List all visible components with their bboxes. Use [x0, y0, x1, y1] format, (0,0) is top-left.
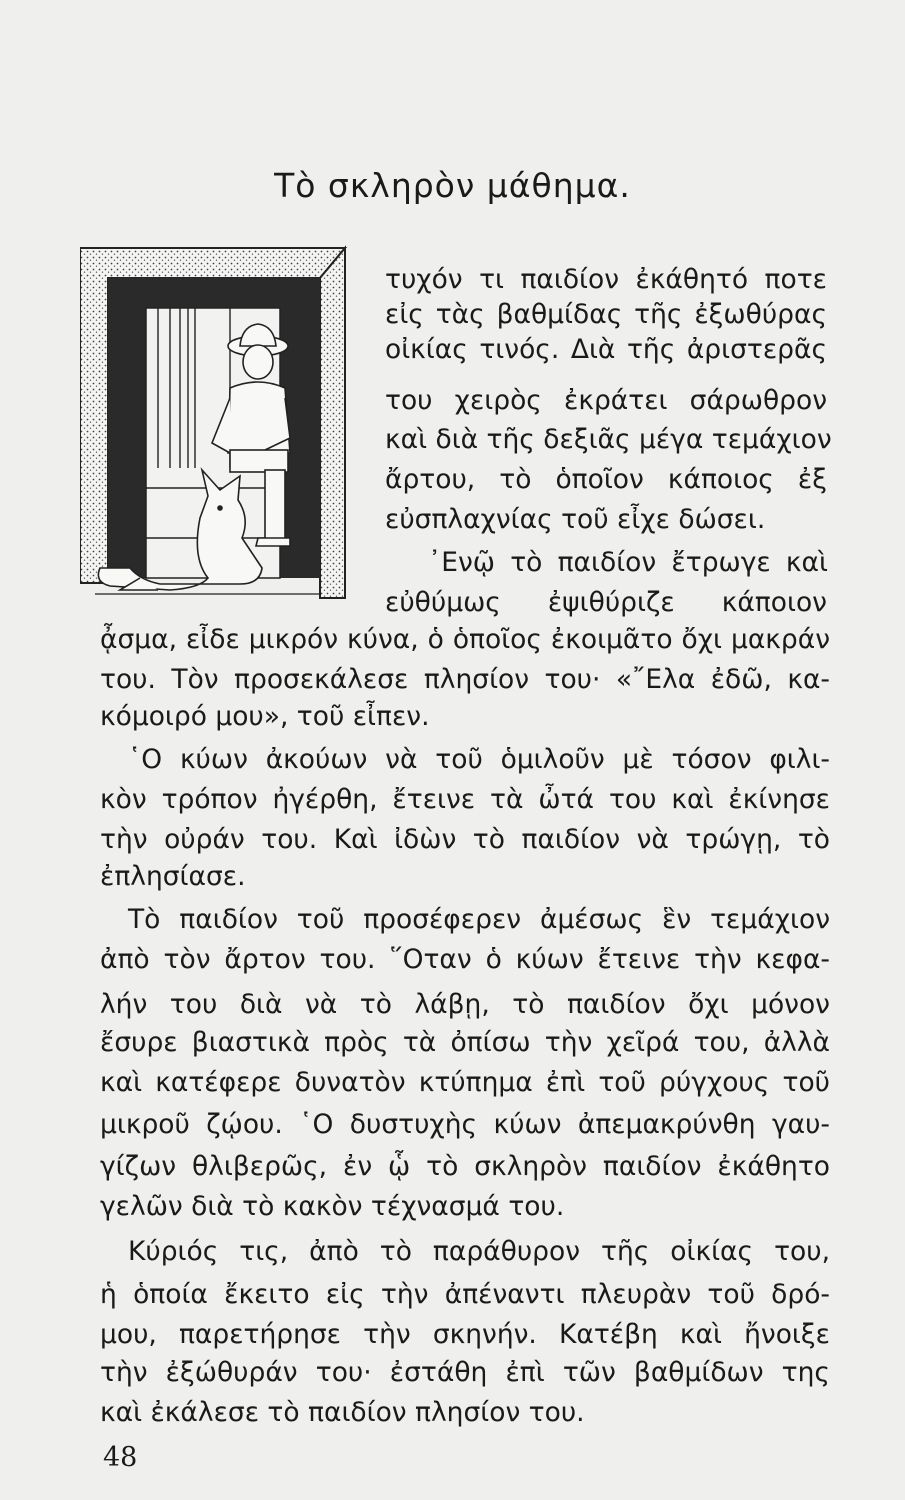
text-line: εὐσπλαχνίας τοῦ εἶχε δώσει. [385, 504, 766, 535]
text-line: τὴν ἐξώθυράν του· ἐστάθη ἐπὶ τῶν βαθμίδων της [100, 1357, 830, 1388]
text-line: εἰς τὰς βαθμίδας τῆς ἐξωθύρας [385, 299, 827, 330]
text-line: τὴν οὐράν του. Καὶ ἰδὼν τὸ παιδίον νὰ τρώγῃ, τὸ [100, 824, 830, 855]
text-line: τυχόν τι παιδίον ἐκάθητό ποτε [385, 264, 827, 295]
text-line: καὶ κατέφερε δυνατὸν κτύπημα ἐπὶ τοῦ ρύγχους τοῦ [100, 1067, 830, 1098]
text-line: ἐπλησίασε. [100, 861, 246, 892]
text-line: του χειρὸς ἐκράτει σάρωθρον [385, 385, 827, 416]
text-line: λήν του διὰ νὰ τὸ λάβῃ, τὸ παιδίον ὄχι μόνον [100, 989, 830, 1020]
text-line: ᾆσμα, εἶδε μικρόν κύνα, ὁ ὁποῖος ἐκοιμᾶτο ὄχι μακράν [100, 624, 830, 655]
text-line: Τὸ παιδίον τοῦ προσέφερεν ἀμέσως ἓν τεμάχιον [128, 904, 830, 935]
text-line: Κύριός τις, ἀπὸ τὸ παράθυρον τῆς οἰκίας του, [128, 1236, 830, 1267]
text-line: ῾Ο κύων ἀκούων νὰ τοῦ ὁμιλοῦν μὲ τόσον φιλι- [128, 744, 830, 775]
text-line: κόμοιρό μου», τοῦ εἶπεν. [100, 701, 430, 732]
text-line: καὶ ἐκάλεσε τὸ παιδίον πλησίον του. [100, 1397, 585, 1428]
page-number: 48 [103, 1442, 138, 1473]
text-line: γελῶν διὰ τὸ κακὸν τέχνασμά του. [100, 1191, 565, 1222]
text-line: ἄρτου, τὸ ὁποῖον κάποιος ἐξ [385, 464, 827, 495]
text-line: οἰκίας τινός. Διὰ τῆς ἀριστερᾶς [385, 334, 827, 365]
text-line: γίζων θλιβερῶς, ἐν ᾧ τὸ σκληρὸν παιδίον ἐκάθητο [100, 1151, 830, 1182]
doorway-boy-dog-illustration [80, 238, 380, 610]
text-line: ἀπὸ τὸν ἄρτον του. ῞Οταν ὁ κύων ἔτεινε τὴν κεφα- [100, 944, 830, 975]
text-line: μου, παρετήρησε τὴν σκηνήν. Κατέβη καὶ ἤνοιξε [100, 1319, 830, 1350]
text-line: κὸν τρόπον ἠγέρθη, ἔτεινε τὰ ὦτά του καὶ ἐκίνησε [100, 784, 830, 815]
text-line: ᾿Ενῷ τὸ παιδίον ἔτρωγε καὶ [428, 547, 828, 578]
text-line: ἔσυρε βιαστικὰ πρὸς τὰ ὀπίσω τὴν χεῖρά του, ἀλλὰ [100, 1027, 830, 1058]
text-line: καὶ διὰ τῆς δεξιᾶς μέγα τεμάχιον [385, 424, 832, 455]
text-line: ἡ ὁποία ἔκειτο εἰς τὴν ἀπέναντι πλευρὰν τοῦ δρό- [100, 1279, 830, 1310]
text-line: μικροῦ ζῴου. ῾Ο δυστυχὴς κύων ἀπεμακρύνθη γαυ- [100, 1109, 830, 1140]
chapter-title: Τὸ σκληρὸν μάθημα. [274, 166, 631, 205]
text-line: του. Τὸν προσεκάλεσε πλησίον του· «῎Ελα ἐδῶ, κα- [100, 664, 830, 695]
text-line: εὐθύμως ἐψιθύριζε κάποιον [385, 587, 827, 618]
